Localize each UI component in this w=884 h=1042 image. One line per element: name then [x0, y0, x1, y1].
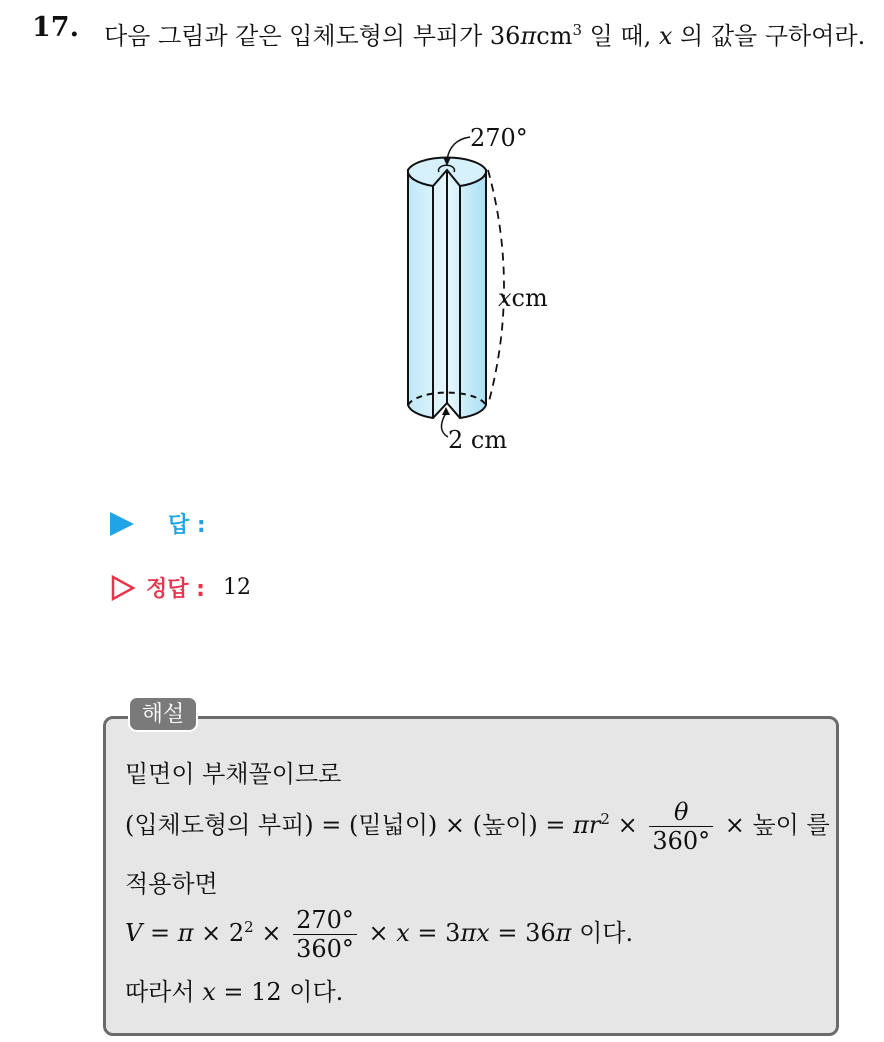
- fraction-numerator: [649, 798, 713, 827]
- variable-x: x: [202, 978, 216, 1006]
- fraction-numerator: 270°: [293, 906, 357, 935]
- theta-symbol: θ: [673, 798, 689, 826]
- answer-label: 답 :: [168, 513, 206, 538]
- calc-tail: 이다.: [571, 919, 634, 947]
- solution-line-4: [125, 906, 633, 963]
- calc-part: × 2: [193, 919, 245, 947]
- conclusion-text: 따라서: [125, 978, 203, 1006]
- equals-sign: =: [142, 919, 178, 947]
- pi-symbol: π: [460, 919, 477, 947]
- times-sign: ×: [360, 919, 397, 947]
- cylinder-sector-diagram: [380, 112, 600, 462]
- correct-answer-value: 12: [222, 575, 251, 600]
- pi-symbol: π: [177, 919, 194, 947]
- question-text-part1: 다음 그림과 같은 입체도형의 부피가 36: [104, 22, 521, 50]
- calc-part: = 36: [489, 919, 556, 947]
- calc-part: = 3: [409, 919, 461, 947]
- variable-x: x: [476, 919, 490, 947]
- question-text-part2: 일 때,: [581, 22, 659, 50]
- angle-leader: [447, 137, 470, 160]
- volume-var: V: [125, 919, 143, 947]
- exponent: 2: [244, 918, 254, 936]
- play-outline-icon: [110, 575, 136, 601]
- volume-unit: cm: [536, 22, 573, 50]
- correct-answer-row: [110, 572, 251, 603]
- radius-var: r: [588, 811, 601, 839]
- fraction-denominator: 360°: [652, 827, 711, 855]
- solution-tag: 해설: [128, 696, 198, 732]
- times-sign: ×: [253, 919, 290, 947]
- solution-line-3: 적용하면: [125, 870, 218, 898]
- angle-label: 270°: [470, 124, 528, 152]
- radius-exponent: 2: [600, 810, 610, 828]
- question-text-part3: 의 값을 구하여라.: [672, 22, 866, 50]
- angle-fraction: [293, 906, 357, 963]
- pi-symbol: π: [573, 811, 589, 839]
- volume-exponent: 3: [572, 21, 582, 39]
- variable-x: x: [658, 22, 673, 50]
- height-label: [498, 284, 548, 312]
- height-unit: cm: [511, 284, 548, 312]
- theta-fraction: [649, 798, 713, 855]
- question-number: 17.: [32, 12, 79, 43]
- conclusion-tail: = 12 이다.: [215, 978, 344, 1006]
- formula-tail: × 높이 를: [717, 811, 830, 839]
- solid-figure: [380, 112, 600, 462]
- solution-line-2: [125, 798, 830, 855]
- height-var: x: [498, 284, 512, 312]
- solution-line-1: 밑면이 부채꼴이므로: [125, 760, 342, 788]
- answer-row: [110, 508, 206, 539]
- fraction-denominator: 360°: [296, 935, 354, 963]
- question-text: [104, 12, 874, 55]
- play-icon: [110, 512, 134, 536]
- pi-symbol: π: [555, 919, 572, 947]
- radius-label: 2 cm: [448, 426, 508, 454]
- variable-x: x: [396, 919, 410, 947]
- formula-text: (입체도형의 부피) = (밑넓이) × (높이) =: [125, 811, 574, 839]
- correct-answer-label: 정답 :: [146, 577, 205, 602]
- times-sign: ×: [609, 811, 646, 839]
- solution-line-5: [125, 972, 343, 1007]
- pi-symbol: π: [520, 22, 537, 50]
